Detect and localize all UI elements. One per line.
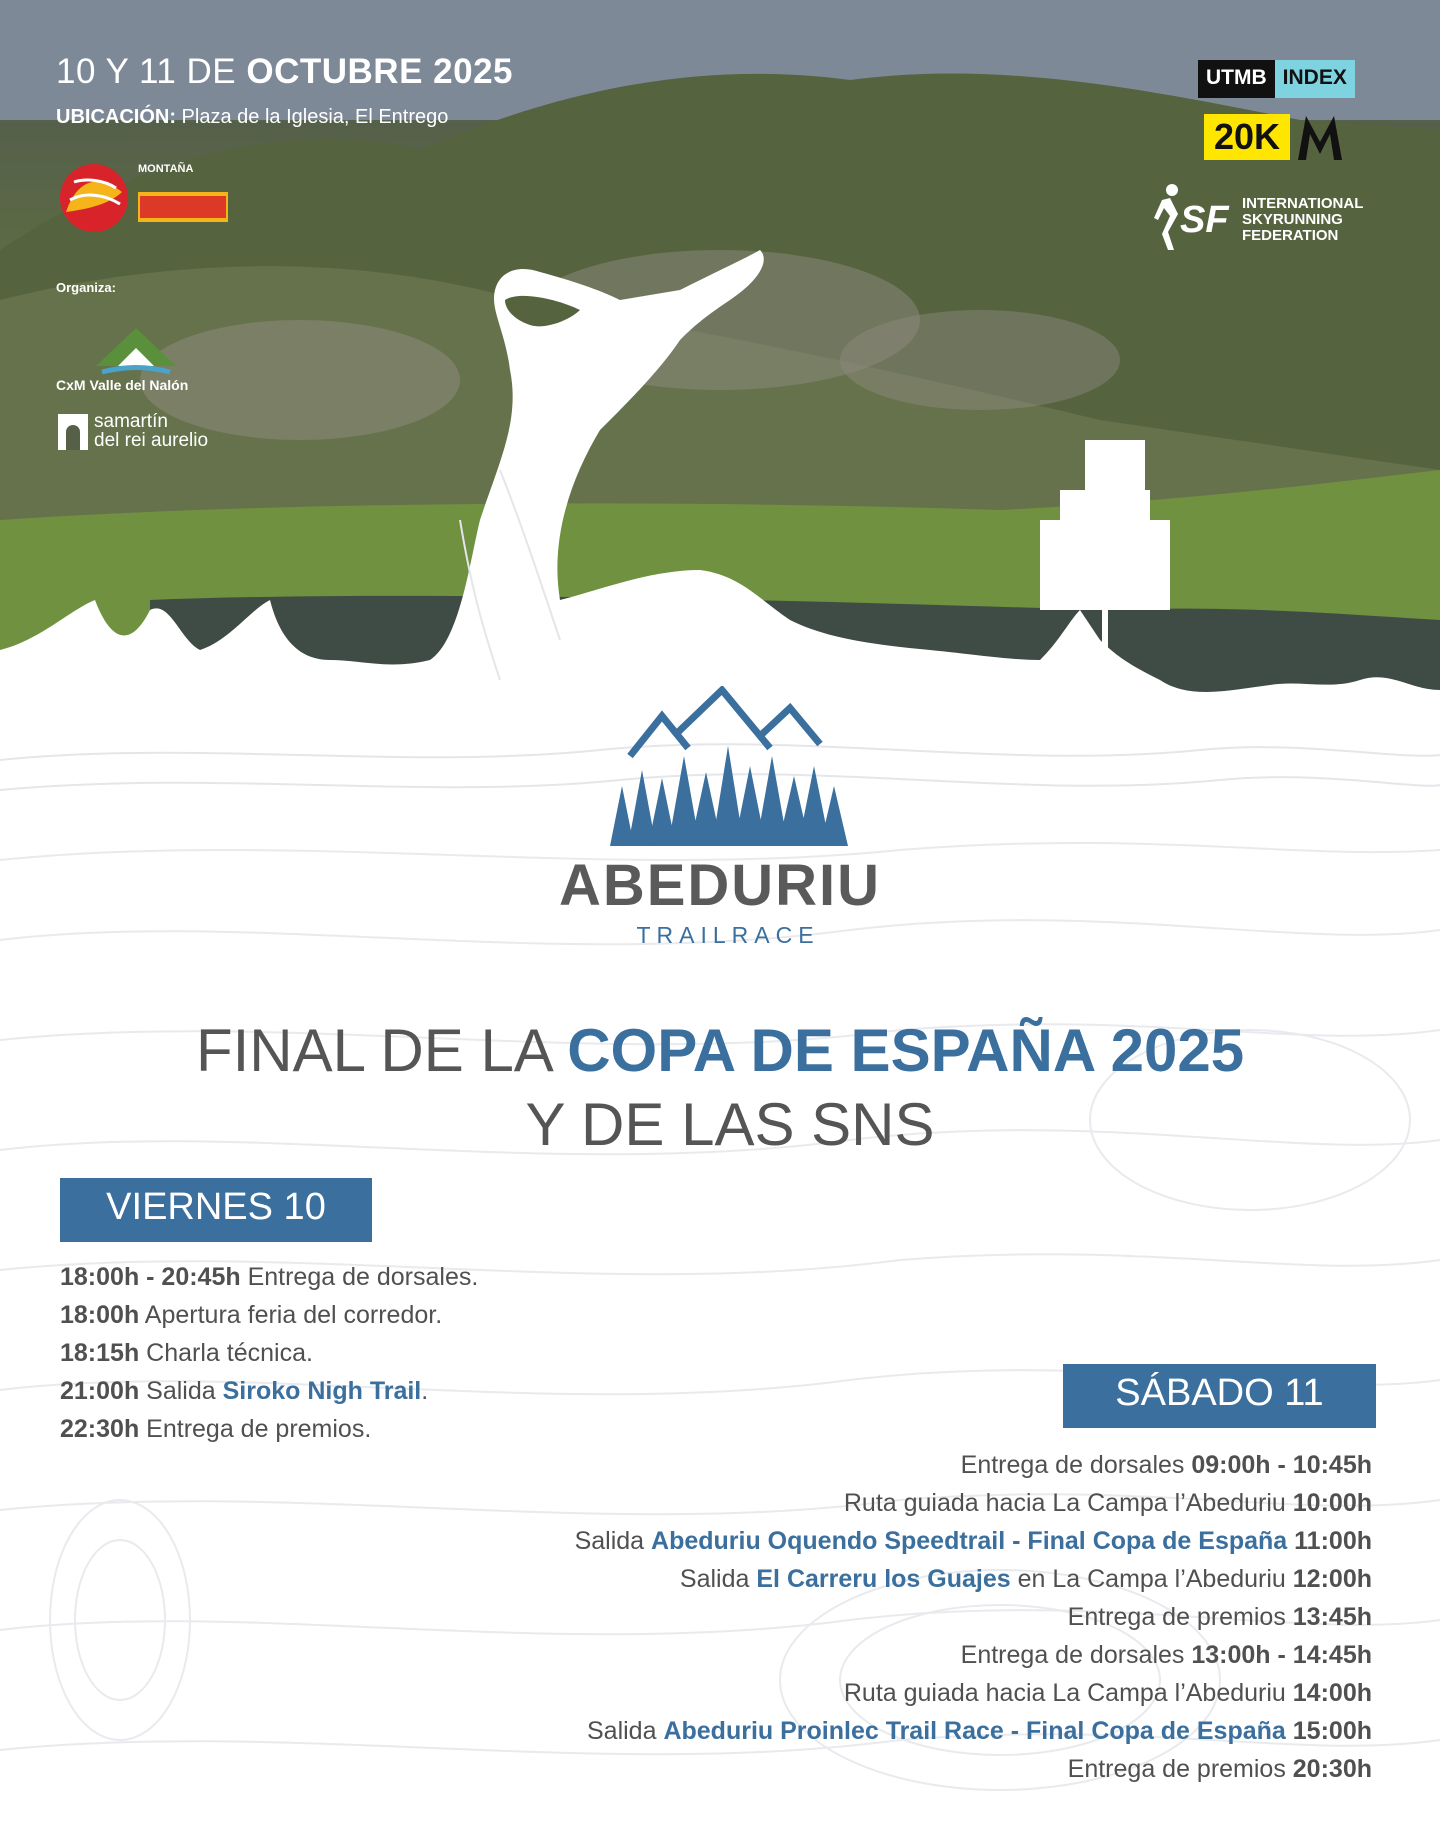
isf-logo (1150, 180, 1390, 252)
distance-label: 20K (1204, 114, 1290, 160)
samartin-line2: del rei aurelio (94, 430, 209, 451)
utmb-index-badge (1198, 60, 1355, 98)
saturday-tag: SÁBADO 11 (1063, 1364, 1376, 1428)
headline-highlight: COPA DE ESPAÑA 2025 (567, 1017, 1245, 1084)
isf-line3: FEDERATION (1242, 227, 1339, 244)
isf-line1: INTERNATIONAL (1242, 195, 1364, 212)
fedme-top-text: MONTAÑA (138, 163, 194, 175)
friday-tag: VIERNES 10 (60, 1178, 372, 1242)
schedule-row: Entrega de dorsales 13:00h - 14:45h (960, 1641, 1372, 1669)
headline-line2: Y DE LAS SNS (525, 1091, 935, 1158)
cxm-valle-label: CxM Valle del Nalón (56, 377, 189, 393)
utmb-m-icon (1296, 112, 1344, 162)
svg-text:SF: SF (1180, 199, 1229, 241)
utmb-distance-badge (1204, 112, 1344, 162)
friday-schedule (60, 1258, 478, 1448)
schedule-row: 18:00h Apertura feria del corredor. (60, 1301, 443, 1329)
schedule-row: 18:15h Charla técnica. (60, 1339, 313, 1367)
abeduriu-mountain-logo (600, 686, 860, 846)
schedule-row: Entrega de premios 13:45h (1067, 1603, 1372, 1631)
samartin-icon (58, 414, 88, 450)
utmb-label: UTMB (1198, 60, 1275, 98)
schedule-row: 21:00h Salida Siroko Nigh Trail. (60, 1377, 429, 1405)
schedule-row: Salida Abeduriu Oquendo Speedtrail - Final Copa de España 11:00h (574, 1527, 1372, 1555)
fedme-logo (56, 152, 236, 244)
brand-title: ABEDURIU (558, 853, 882, 918)
index-label: INDEX (1275, 60, 1355, 98)
schedule-row: Entrega de dorsales 09:00h - 10:45h (960, 1451, 1372, 1479)
isf-line2: SKYRUNNING (1242, 211, 1343, 228)
samartin-logo (58, 412, 268, 454)
schedule-row: Salida El Carreru los Guajes en La Campa l’Abeduriu 12:00h (679, 1565, 1372, 1593)
samartin-line1: samartín (94, 411, 168, 432)
event-date: 10 Y 11 DE OCTUBRE 2025 (56, 52, 514, 91)
schedule-row: Ruta guiada hacia La Campa l’Abeduriu 10:00h (843, 1489, 1372, 1517)
saturday-schedule (575, 1446, 1372, 1788)
headline-line1: FINAL DE LA COPA DE ESPAÑA 2025 (195, 1017, 1245, 1084)
schedule-row: Salida Abeduriu Proinlec Trail Race - Final Copa de España 15:00h (586, 1717, 1372, 1745)
organiza-label: Organiza: (56, 280, 116, 295)
schedule-row: 18:00h - 20:45h Entrega de dorsales. (60, 1263, 479, 1291)
schedule-row: 22:30h Entrega de premios. (60, 1415, 372, 1443)
skyrunner-icon (1150, 180, 1236, 252)
brand-subtitle: TRAILRACE (636, 922, 820, 948)
schedule-row: Ruta guiada hacia La Campa l’Abeduriu 14:00h (843, 1679, 1372, 1707)
event-location: UBICACIÓN: Plaza de la Iglesia, El Entrego (56, 106, 449, 128)
schedule-row: Entrega de premios 20:30h (1067, 1755, 1372, 1783)
